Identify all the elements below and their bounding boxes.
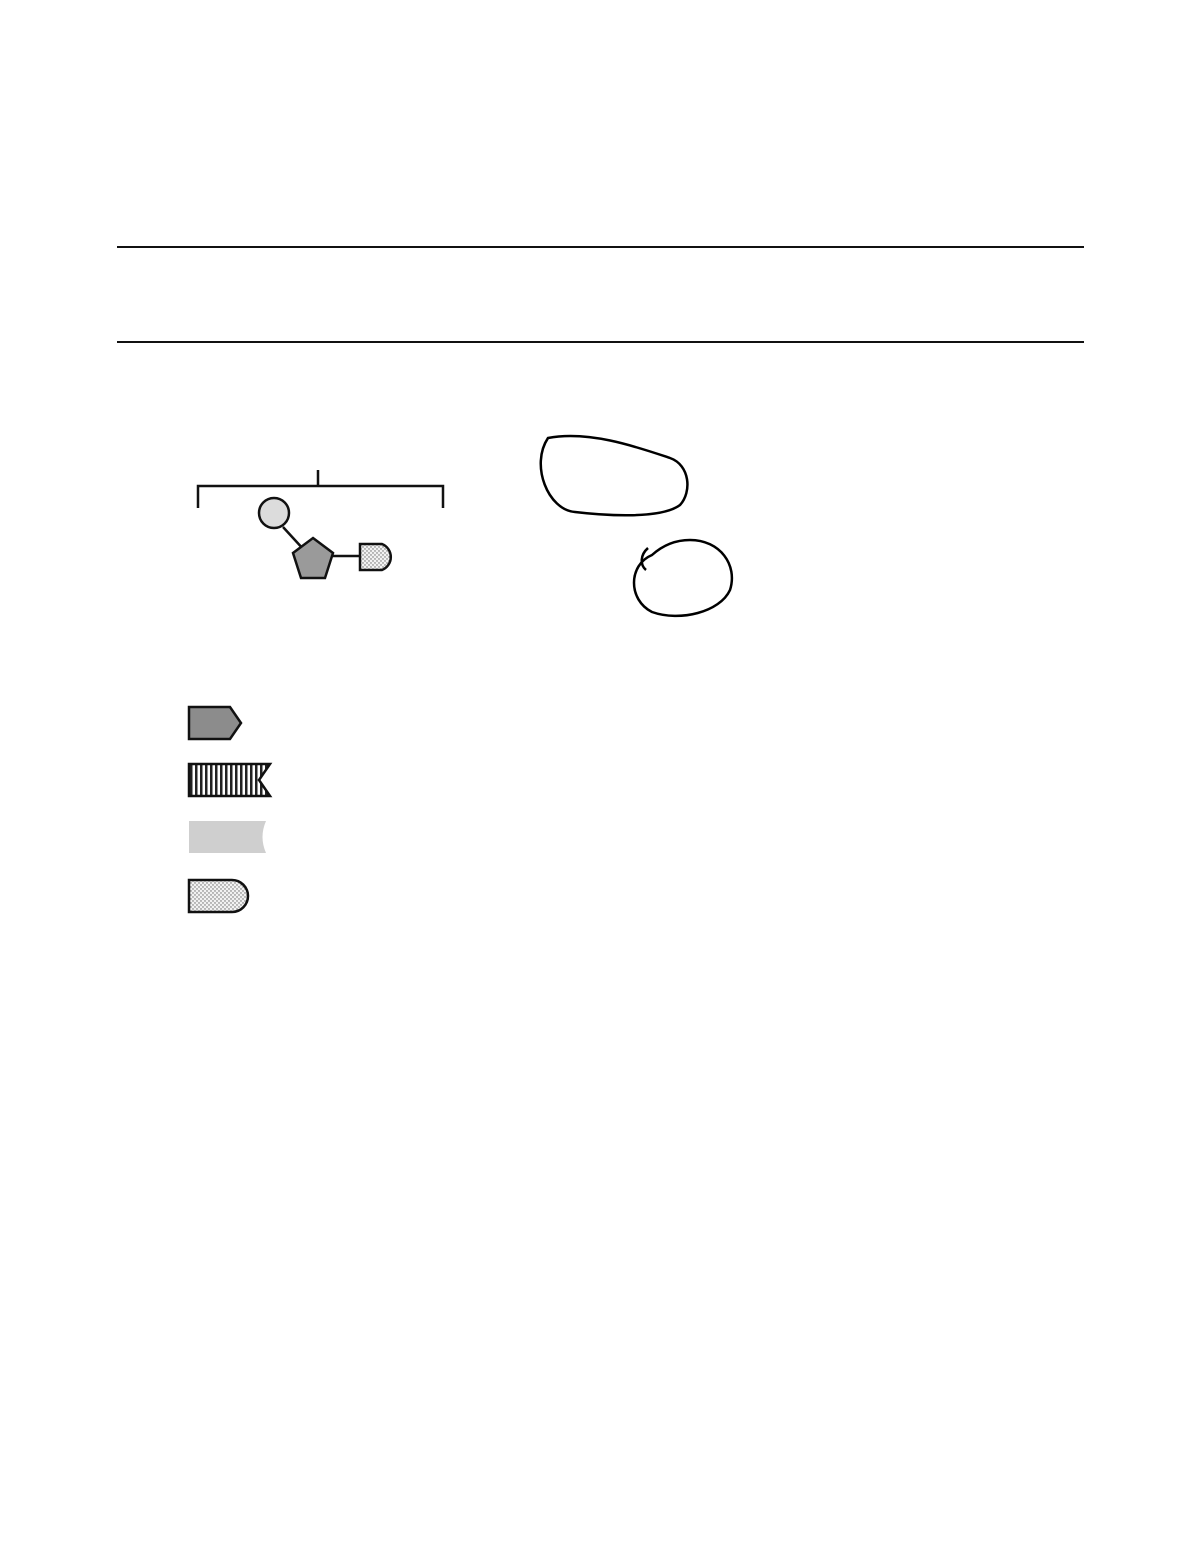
hand-circle-right-nucleotide <box>634 540 732 616</box>
nucleotide-bracket <box>198 470 443 508</box>
adenine-shape <box>189 707 241 739</box>
hand-circle-left-nucleotide <box>541 436 688 515</box>
cytosine-shape <box>189 880 248 912</box>
phosphate-circle <box>259 498 289 528</box>
guanine-shape <box>189 821 266 853</box>
thymine-shape <box>189 764 270 796</box>
nucleotide-diagram <box>198 470 443 578</box>
bases-legend <box>189 707 270 912</box>
base-shape <box>360 544 391 570</box>
